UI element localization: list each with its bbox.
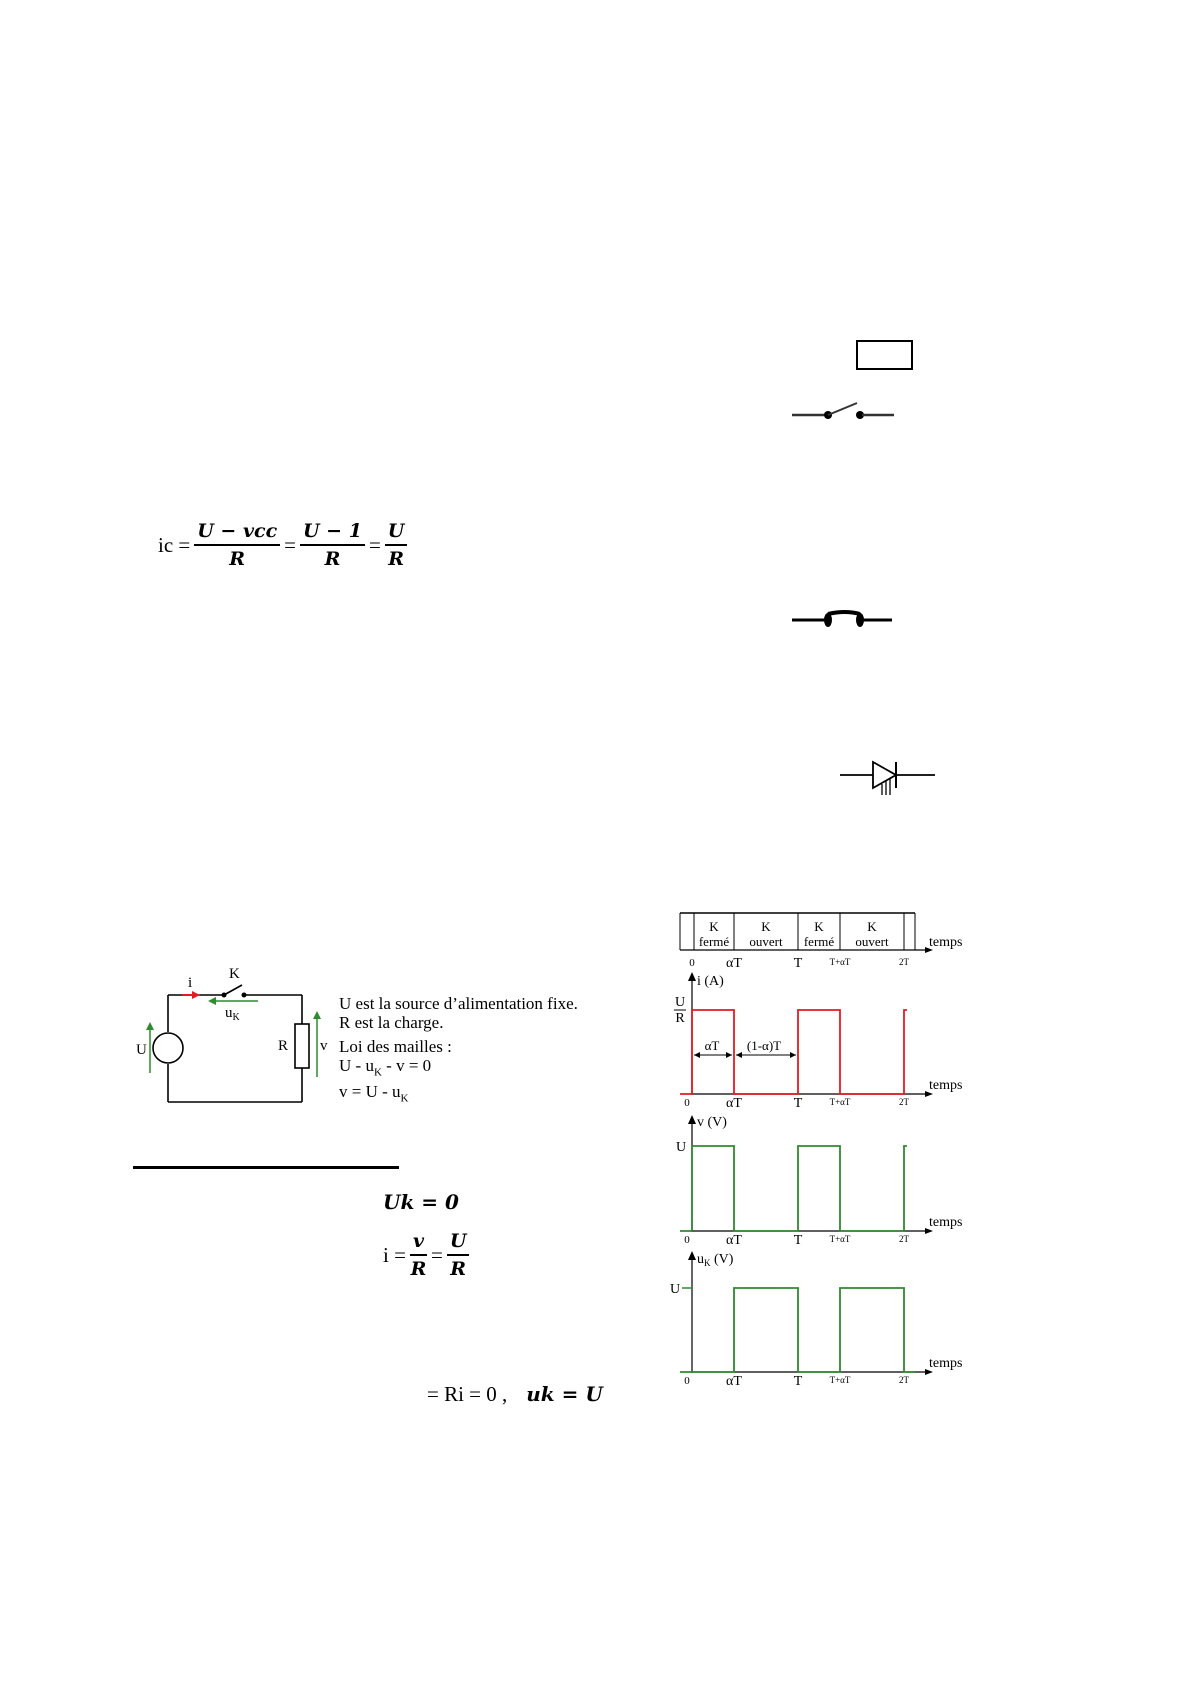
time-label: temps [929,1356,963,1371]
tick-label: 0 [684,1375,690,1387]
i-level-den: R [675,1011,685,1026]
state-k: K [709,919,719,934]
note-line: Loi des mailles : [339,1037,452,1056]
tick-label: T+αT [829,1097,851,1107]
tick-label: αT [726,1096,742,1111]
empty-box [856,340,913,370]
note-line: $v = U - u_K$ [339,1082,409,1105]
open-switch-icon [790,398,900,428]
tick-label: T [793,1096,803,1111]
fraction [410,1230,427,1280]
closed-switch-icon [790,605,900,635]
equation-i-lhs: i = [383,1242,406,1267]
equals-sign: = [430,1242,443,1267]
fraction-numerator: U − 1 [300,520,365,546]
tick-label: 0 [684,1234,690,1246]
note-line: R est la charge. [339,1013,444,1032]
circuit-notes [339,994,578,1109]
state-label: fermé [803,934,835,949]
thyristor-icon [838,755,938,797]
tick-label: 2T [899,1097,909,1107]
fraction-numerator: U − vcc [194,520,280,546]
equation-bottom [427,1382,603,1407]
uk-waveform [680,1288,915,1372]
fraction-numerator: U [447,1230,470,1256]
equals-sign: = [284,532,296,557]
time-label: temps [929,1078,963,1093]
fraction-denominator: R [324,548,341,570]
time-label: temps [929,935,963,950]
uk-level-label: U [669,1282,681,1297]
fraction-denominator: R [410,1258,427,1280]
v-waveform [680,1146,907,1231]
fraction [447,1230,470,1280]
fraction [385,520,408,570]
off-time-label: (1-α)T [746,1038,782,1053]
voltage-source-icon [153,1033,183,1063]
fraction [300,520,365,570]
circuit-diagram [130,955,345,1115]
equation-i [383,1230,473,1280]
state-label: fermé [698,934,730,949]
duty-label: αT [704,1038,720,1053]
equals-sign: = [368,532,381,557]
v-level-label: U [675,1140,687,1155]
source-label: U [136,1042,147,1058]
state-k: K [867,919,877,934]
state-label: ouvert [749,934,783,949]
uk-axis-label: $u_K$ (V) [697,1252,734,1268]
fraction-numerator: U [385,520,408,546]
i-axis-label: i (A) [697,974,724,989]
fraction-denominator: R [450,1258,467,1280]
tick-label: T+αT [829,1234,851,1244]
tick-label: T [793,956,803,971]
fraction-denominator: R [229,548,246,570]
fraction-denominator: R [388,548,404,570]
tick-label: 2T [899,1375,909,1385]
tick-label: T+αT [829,1375,851,1385]
state-label: ouvert [855,934,889,949]
v-label: v [320,1038,328,1054]
state-k: K [814,919,824,934]
equation-uk: Uk = 0 [383,1190,459,1214]
note-line: $U - u_K - v = 0$ [339,1056,432,1079]
section-divider [133,1166,399,1169]
fraction-numerator: v [410,1230,427,1256]
note-line: U est la source d’alimentation fixe. [339,994,578,1013]
tick-label: αT [726,956,742,971]
tick-label: 0 [689,957,695,969]
current-label: i [188,975,193,991]
timing-diagram [660,905,980,1400]
tick-label: αT [726,1233,742,1248]
tick-label: 2T [899,957,909,967]
time-label: temps [929,1215,963,1230]
tick-label: T [793,1374,803,1389]
uk-label: $u_K$ [225,1005,240,1023]
switch-label: K [229,966,240,982]
resistor-label: R [278,1038,289,1054]
resistor-icon [295,1024,309,1068]
tick-label: αT [726,1374,742,1389]
tick-label: T+αT [829,957,851,967]
v-axis-label: v (V) [697,1115,727,1130]
equation-bottom-part2: uk = U [526,1382,603,1406]
tick-label: T [793,1233,803,1248]
equation-bottom-part1: = Ri = 0 , [427,1382,508,1406]
state-k: K [761,919,771,934]
tick-label: 0 [684,1097,690,1109]
equation-ic-lhs: ic = [158,532,191,557]
equation-ic [158,520,411,570]
fraction [194,520,280,570]
i-level-num: U [674,995,686,1010]
tick-label: 2T [899,1234,909,1244]
